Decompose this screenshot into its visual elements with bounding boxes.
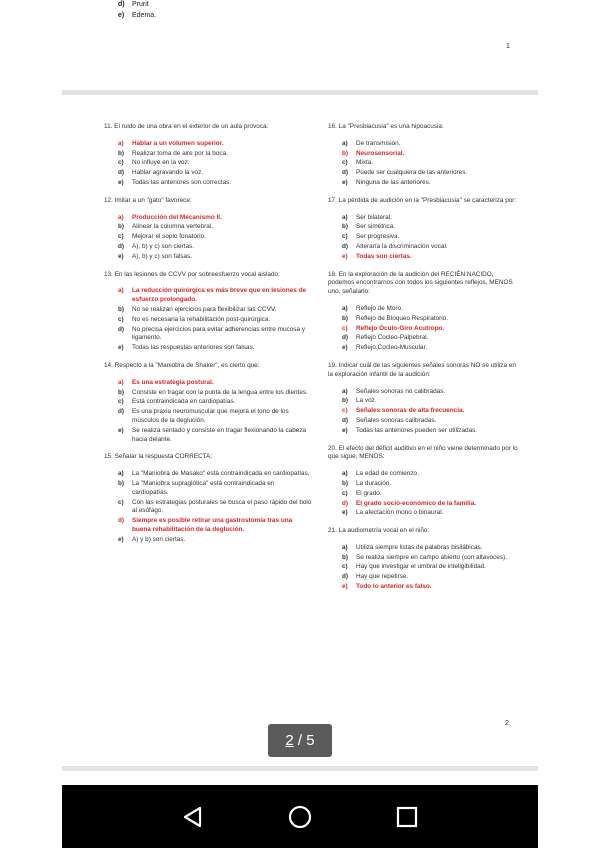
option-letter: a)	[342, 139, 348, 147]
option-letter: a)	[342, 543, 348, 551]
current-page: 2	[285, 732, 294, 749]
option-letter: d)	[118, 408, 125, 416]
option-text: Reflejo de Moro.	[356, 304, 403, 312]
answer-option	[118, 398, 312, 407]
option-text: A), b) y c) son falsas.	[132, 252, 193, 260]
page-number-2: 2	[505, 720, 509, 727]
page-separator-slash: /	[293, 732, 307, 749]
option-letter: a)	[118, 378, 124, 386]
back-triangle-icon[interactable]	[178, 802, 208, 832]
answer-option	[342, 305, 518, 314]
answer-option	[342, 388, 518, 397]
answer-option	[342, 417, 518, 426]
option-text: El grado.	[356, 489, 382, 497]
question-item	[328, 362, 518, 436]
option-text: Todas son ciertas.	[356, 252, 412, 260]
option-text: Alteraría la discriminación vocal.	[356, 242, 448, 250]
option-letter: e)	[342, 178, 348, 186]
option-text: Alinear la columna vertebral.	[132, 223, 213, 231]
option-letter: b)	[118, 223, 125, 231]
option-letter: c)	[118, 398, 124, 406]
total-pages: 5	[306, 732, 315, 749]
option-text: Utiliza siempre listas de palabras bisilábicas.	[356, 543, 483, 551]
option-text: Mejorar el soplo fonatorio.	[132, 233, 206, 241]
prev-option-e: e) Edema.	[118, 12, 157, 19]
option-text: Ser progresiva.	[356, 233, 400, 241]
option-letter: a)	[342, 387, 348, 395]
question-text: 15. Señalar la respuesta CORRECTA:	[104, 453, 213, 461]
correct-answer-option	[342, 500, 518, 509]
answer-options	[104, 140, 312, 188]
page-indicator[interactable]	[268, 724, 332, 757]
correct-answer-option	[342, 583, 518, 592]
option-letter: d)	[342, 416, 349, 424]
answer-option	[342, 490, 518, 499]
answer-option	[118, 344, 312, 353]
option-text: Es una estrategia postural.	[132, 378, 214, 386]
question-text: 18. En la exploración de la audición del RECIÉN NACIDO, podemos encontrarnos con todos los siguientes reflejos, MENOS uno, señalarlo:	[328, 270, 513, 296]
option-text: Todas las anteriores pueden ser utilizadas.	[356, 426, 478, 434]
answer-option	[342, 480, 518, 489]
option-text: Señales sonoras calibradas.	[356, 416, 437, 424]
option-text: Mixta.	[356, 159, 374, 167]
option-letter: e)	[118, 426, 124, 434]
answer-option	[342, 344, 518, 353]
option-letter: c)	[342, 407, 348, 415]
question-item	[104, 453, 312, 544]
option-text: La edad de comienzo.	[356, 470, 419, 478]
question-text: 14. Respecto a la "Maniobra de Shaker", es cierto que:	[104, 361, 260, 369]
option-letter: a)	[342, 213, 348, 221]
answer-option	[342, 169, 518, 178]
option-letter: e)	[342, 509, 348, 517]
answer-option	[342, 397, 518, 406]
option-text: Ninguna de las anteriores.	[356, 178, 431, 186]
correct-answer-option	[342, 253, 518, 262]
option-text: Puede ser cualquiera de las anteriores.	[356, 169, 468, 177]
option-text: Es una praxia neuromuscular que mejora el tono de los músculos de la deglución.	[132, 408, 289, 424]
option-text: Ser bilateral.	[356, 213, 392, 221]
android-navigation-bar	[62, 785, 538, 848]
answer-option	[342, 563, 518, 572]
option-text: Siempre es posible retirar una gastrostomía tras una buena rehabilitación de la deglución.	[132, 517, 293, 533]
option-text: Realizar toma de aire por la boca.	[132, 149, 228, 157]
option-letter: c)	[118, 233, 124, 241]
correct-answer-option	[118, 140, 312, 149]
answer-option	[342, 233, 518, 242]
answer-option	[118, 389, 312, 398]
option-letter: e)	[118, 178, 124, 186]
option-letter: b)	[342, 223, 349, 231]
option-letter: e)	[118, 252, 124, 260]
question-text: 13. En las lesiones de CCVV por sobreesfuerzo vocal aislado:	[104, 270, 280, 278]
option-letter: b)	[342, 479, 349, 487]
option-text: De transmisión.	[356, 139, 401, 147]
option-text: La duración.	[356, 479, 392, 487]
option-text: La reducción quirúrgica es más breve que en lesiones de esfuerzo prolongado.	[132, 287, 307, 304]
option-letter: b)	[342, 397, 349, 405]
answer-option	[118, 427, 312, 445]
question-item	[104, 197, 312, 262]
prev-option-d: d) Prurit	[118, 1, 149, 8]
option-letter: a)	[342, 470, 348, 478]
option-text: La voz.	[356, 397, 377, 405]
question-text: 20. El efecto del déficit auditivo en el niño viene determinado por lo que sigue, MENOS:	[328, 444, 518, 461]
answer-option	[342, 179, 518, 188]
option-letter: e)	[342, 426, 348, 434]
question-text: 21. La audiometría vocal en el niño:	[328, 527, 430, 535]
answer-option	[118, 253, 312, 262]
option-text: Neurosensorial.	[356, 149, 405, 157]
answer-options	[104, 470, 312, 544]
option-letter: b)	[342, 314, 349, 322]
option-letter: c)	[342, 563, 348, 571]
option-letter: c)	[118, 498, 124, 506]
option-text: No precisa ejercicios para evitar adherencias entre mucosa y ligamento.	[132, 325, 305, 342]
option-letter: d)	[118, 517, 125, 525]
option-letter: c)	[342, 489, 348, 497]
recent-apps-square-icon[interactable]	[392, 802, 422, 832]
answer-option	[118, 243, 312, 252]
answer-option	[342, 334, 518, 343]
option-letter: d)	[342, 573, 349, 581]
option-text: No influye en la voz.	[132, 159, 190, 167]
left-column	[104, 123, 312, 553]
answer-options	[328, 140, 518, 188]
option-text: Reflejo de Bloqueo Respiratorio.	[356, 314, 449, 322]
answer-option	[118, 536, 312, 545]
option-letter: c)	[342, 324, 348, 332]
option-text: Todo lo anterior es falso.	[356, 583, 432, 591]
option-text: Está contraindicada en cardiopatías.	[132, 398, 236, 406]
option-text: Hablar a un volumen superior.	[132, 139, 224, 147]
option-text: Todas las respuestas anteriores son falsas.	[132, 344, 255, 352]
option-letter: b)	[342, 149, 349, 157]
answer-option	[342, 315, 518, 324]
answer-option	[118, 150, 312, 159]
answer-options	[104, 287, 312, 353]
question-item	[104, 123, 312, 188]
option-text: Señales sonoras no calibradas.	[356, 387, 446, 395]
option-text: Ser simétrica.	[356, 223, 396, 231]
answer-options	[328, 388, 518, 436]
page-number-1: 1	[506, 43, 510, 50]
option-letter: b)	[118, 149, 125, 157]
option-text: El grado socio-económico de la familia.	[356, 499, 477, 507]
option-letter: b)	[118, 479, 125, 487]
answer-option	[342, 243, 518, 252]
option-letter: d)	[118, 242, 125, 250]
option-letter: e)	[342, 344, 348, 352]
option-letter: d)	[342, 169, 349, 177]
option-letter: d)	[342, 334, 349, 342]
answer-option	[118, 169, 312, 178]
correct-answer-option	[118, 379, 312, 388]
answer-options	[104, 214, 312, 262]
correct-answer-option	[342, 407, 518, 416]
option-text: No se realizan ejercicios para flexibilizar las CCVV.	[132, 305, 277, 313]
question-text: 19. Indicar cuál de las siguientes señales sonoras NO se utiliza en la exploración infantil de la audición:	[328, 361, 516, 378]
option-text: La "Maniobra de Masako" está contraindicada en cardiopatías.	[132, 470, 310, 478]
option-letter: d)	[118, 325, 125, 333]
question-item	[104, 362, 312, 444]
question-text: 12. Imitar a un "gato" favorece:	[104, 196, 192, 204]
option-letter: e)	[342, 583, 348, 591]
question-text: 11. El ruido de una obra en el exterior de un aula provoca:	[104, 123, 269, 130]
option-letter: e)	[118, 344, 124, 352]
answer-option	[118, 233, 312, 242]
option-letter: b)	[342, 553, 349, 561]
option-text: Reflejo Óculo-Giro Acutropo.	[356, 324, 445, 332]
question-item	[328, 445, 518, 519]
option-letter: a)	[118, 139, 124, 147]
answer-options	[328, 470, 518, 518]
answer-option	[342, 223, 518, 232]
option-text: Hablar agravando la voz.	[132, 169, 204, 177]
answer-option	[118, 470, 312, 479]
home-circle-icon[interactable]	[285, 802, 315, 832]
option-text: A), b) y c) son ciertas.	[132, 242, 195, 250]
option-letter: d)	[342, 242, 349, 250]
option-letter: a)	[118, 287, 124, 295]
option-text: Producción del Mecanismo II.	[132, 213, 222, 221]
answer-option	[342, 427, 518, 436]
option-letter: a)	[342, 304, 348, 312]
option-letter: c)	[342, 159, 348, 167]
option-letter: a)	[118, 213, 124, 221]
option-text: A) y b) son ciertas.	[132, 535, 186, 543]
document-page-2	[62, 95, 538, 766]
answer-option	[342, 214, 518, 223]
option-letter: d)	[118, 169, 125, 177]
correct-answer-option	[342, 325, 518, 334]
answer-option	[342, 140, 518, 149]
correct-answer-option	[118, 517, 312, 535]
answer-option	[118, 326, 312, 344]
option-text: La afectación mono o binaural.	[356, 509, 444, 517]
option-letter: b)	[118, 388, 125, 396]
option-text: Se realiza sentado y consiste en tragar flexionando la cabeza hacia delante.	[132, 426, 307, 443]
answer-option	[342, 554, 518, 563]
option-letter: d)	[342, 499, 349, 507]
page-separator	[62, 766, 538, 771]
question-item	[328, 197, 518, 262]
option-letter: a)	[118, 470, 124, 478]
correct-answer-option	[118, 214, 312, 223]
answer-options	[328, 305, 518, 353]
option-text: Reflejo Cocleo-Palpebral.	[356, 334, 429, 342]
answer-option	[118, 159, 312, 168]
option-letter: c)	[342, 233, 348, 241]
answer-option	[118, 306, 312, 315]
answer-option	[342, 573, 518, 582]
question-item	[328, 271, 518, 353]
answer-option	[118, 316, 312, 325]
option-text: Señales sonoras de alta frecuencia.	[356, 407, 465, 415]
answer-option	[342, 159, 518, 168]
option-text: No es necesaria la rehabilitación post-quirúrgica.	[132, 315, 271, 323]
option-text: Se realiza siempre en campo abierto (con altavoces).	[356, 553, 507, 561]
answer-option	[118, 499, 312, 517]
correct-answer-option	[118, 287, 312, 305]
answer-options	[328, 544, 518, 592]
right-column	[328, 123, 518, 601]
answer-option	[118, 408, 312, 426]
answer-option	[342, 509, 518, 518]
question-text: 17. La pérdida de audición en la "Presbiacusia" se caracteriza por:	[328, 196, 517, 204]
answer-option	[118, 223, 312, 232]
question-text: 16. La "Presbiacusia" es una hipoacusia:	[328, 123, 444, 130]
option-text: La "Maniobra supraglótica" está contraindicada en cardiopatías.	[132, 479, 275, 496]
option-text: Consiste en tragar con la punta de la lengua entre los dientes.	[132, 388, 308, 396]
question-item	[328, 527, 518, 592]
option-letter: c)	[118, 315, 124, 323]
answer-options	[104, 379, 312, 445]
question-item	[104, 271, 312, 353]
answer-options	[328, 214, 518, 262]
answer-option	[118, 179, 312, 188]
option-text: Hay que repetirse.	[356, 573, 409, 581]
option-letter: c)	[118, 159, 124, 167]
option-text: Hay que investigar el umbral de inteligibilidad.	[356, 563, 487, 571]
option-text: Con las estrategias posturales se busca el paso rápido del bolo al esófago.	[132, 498, 312, 515]
option-text: Todas las anteriores son correctas.	[132, 178, 232, 186]
option-letter: e)	[118, 535, 124, 543]
answer-option	[342, 470, 518, 479]
option-letter: b)	[118, 305, 125, 313]
answer-option	[342, 544, 518, 553]
question-item	[328, 123, 518, 188]
previous-page-tail	[118, 0, 538, 22]
correct-answer-option	[342, 150, 518, 159]
answer-option	[118, 480, 312, 498]
option-text: Reflejo Cocleo-Muscular.	[356, 344, 428, 352]
option-letter: e)	[342, 252, 348, 260]
